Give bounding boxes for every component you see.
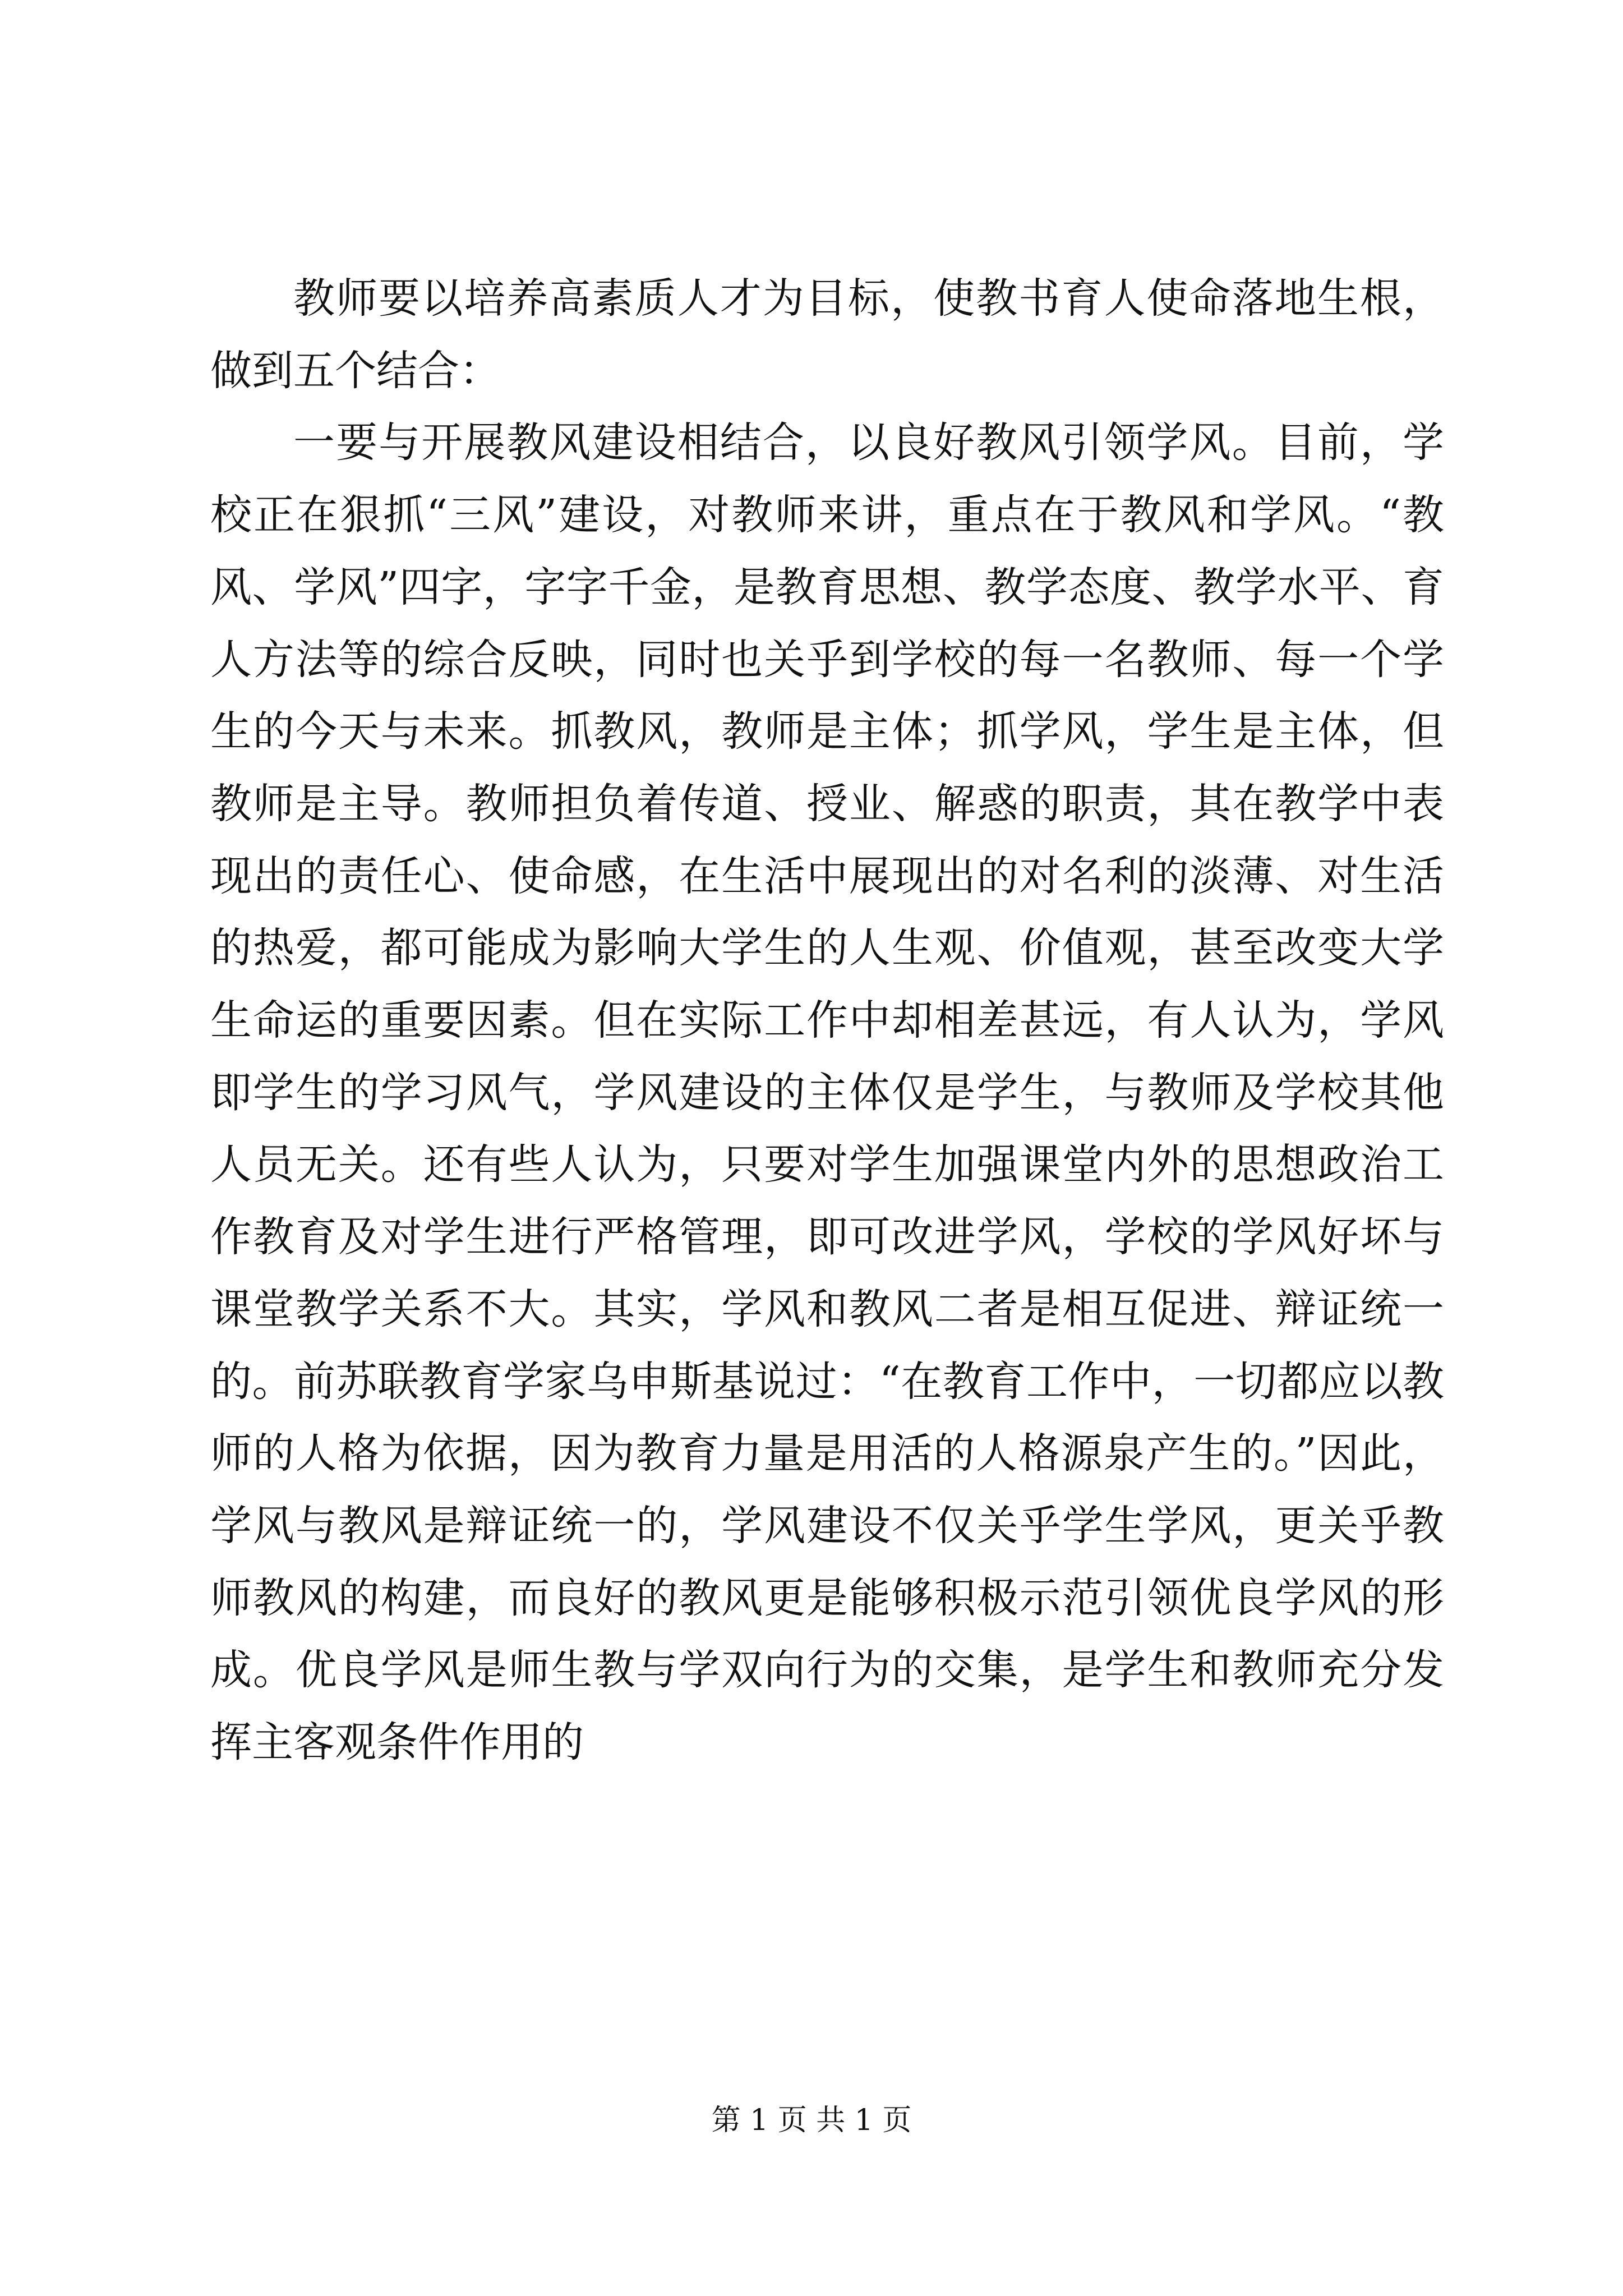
document-body — [210, 263, 1444, 1779]
paragraph-first-combination: 一要与开展教风建设相结合，以良好教风引领学风。目前，学校正在狠抓“三风”建设，对教师来讲，重点在于教风和学风。“教风、学风”四字，字字千金，是教育思想、教学态度、教学水平、育人方法等的综合反映，同时也关乎到学校的每一名教师、每一个学生的今天与未来。抓教风，教师是主体；抓学风，学生是主体，但教师是主导。教师担负着传道、授业、解惑的职责，其在教学中表现出的责任心、使命感，在生活中展现出的对名利的淡薄、对生活的热爱，都可能成为影响大学生的人生观、价值观，甚至改变大学生命运的重要因素。但在实际工作中却相差甚远，有人认为，学风即学生的学习风气，学风建设的主体仅是学生，与教师及学校其他人员无关。还有些人认为，只要对学生加强课堂内外的思想政治工作教育及对学生进行严格管理，即可改进学风，学校的学风好坏与课堂教学关系不大。其实，学风和教风二者是相互促进、辩证统一的。前苏联教育学家乌申斯基说过：“在教育工作中，一切都应以教师的人格为依据，因为教育力量是用活的人格源泉产生的。”因此，学风与教风是辩证统一的，学风建设不仅关乎学生学风，更关乎教师教风的构建，而良好的教风更是能够积极示范引领优良学风的形成。优良学风是师生教与学双向行为的交集，是学生和教师充分发挥主客观条件作用的 — [210, 418, 1444, 1767]
paragraph-intro: 教师要以培养高素质人才为目标，使教书育人使命落地生根，做到五个结合： — [210, 274, 1444, 395]
page-number-footer: 第 1 页 共 1 页 — [711, 2104, 912, 2137]
